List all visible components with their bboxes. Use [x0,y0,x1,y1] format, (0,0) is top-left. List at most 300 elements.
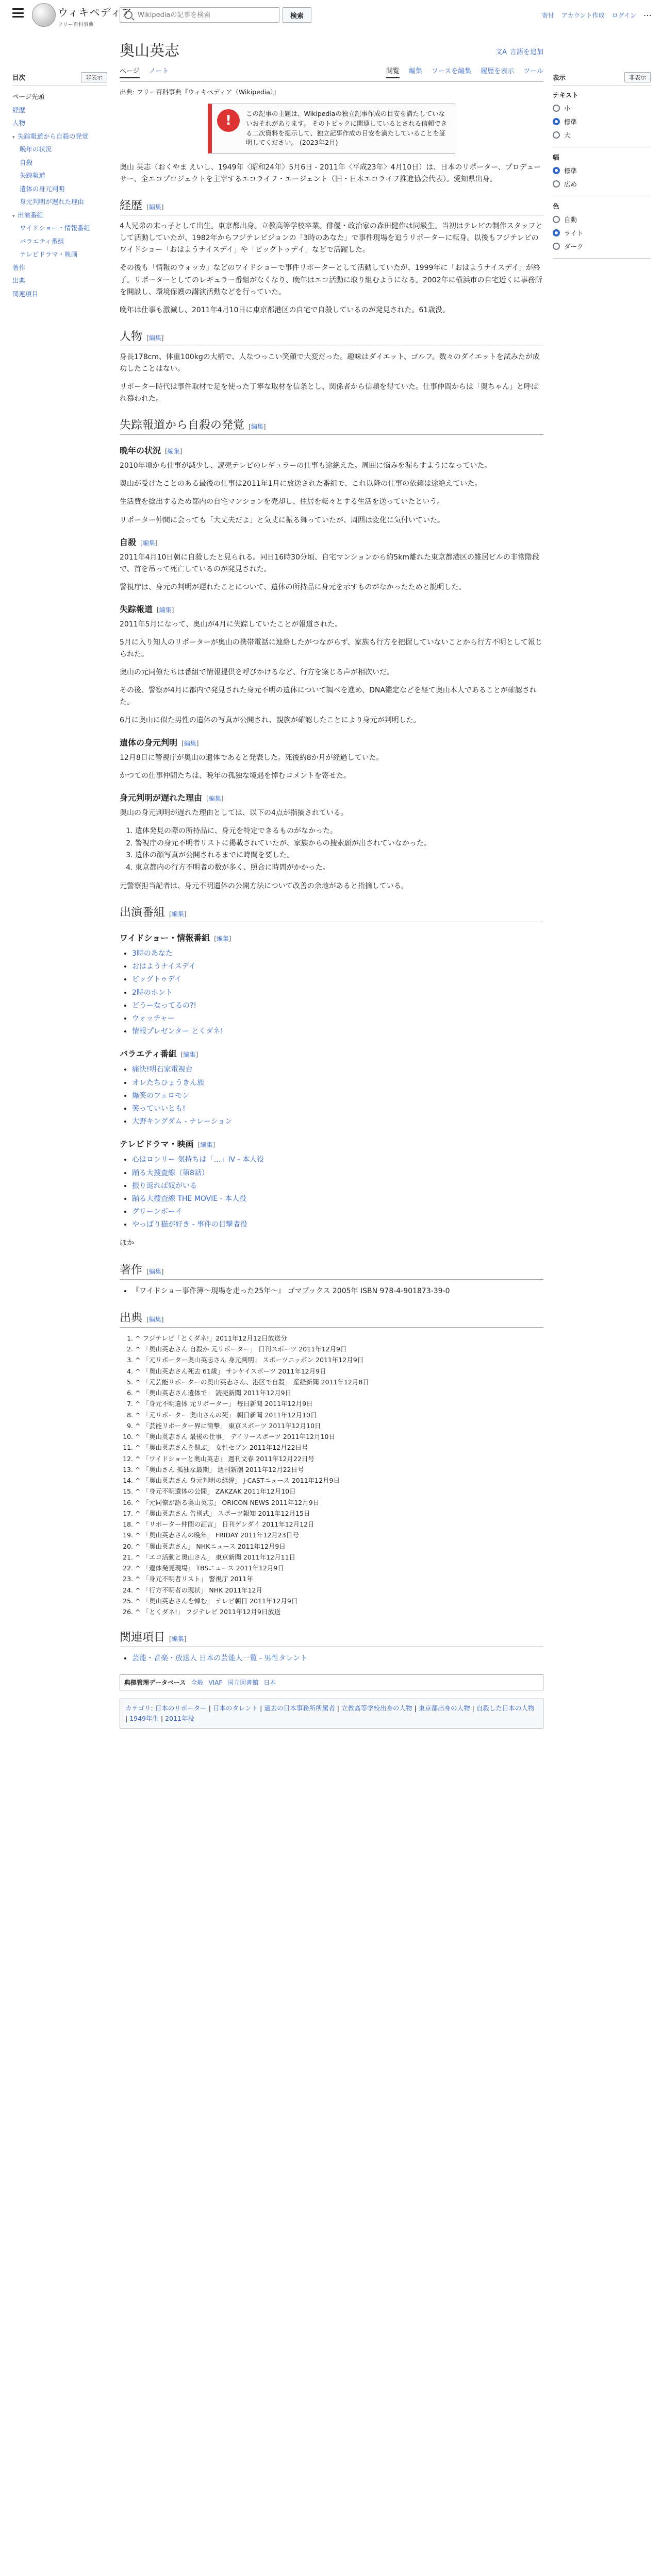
text-size-group [553,90,651,147]
color-light[interactable] [553,228,651,238]
color-dark[interactable] [553,242,651,251]
heading-text: テレビドラマ・映画 [120,1139,194,1149]
reference-item-text: ^ 「奥山英志さん 最後の仕事」 デイリースポーツ 2011年12月10日 [135,1433,335,1440]
toc-item[interactable] [12,222,107,235]
subsection-variety-heading [120,1047,543,1059]
toc-title: 目次 [12,74,26,81]
toc-item[interactable] [12,169,107,182]
edit-section-link[interactable]: [編集] [180,1051,198,1059]
references-list [120,1333,543,1618]
reference-item-text: ^ 「奥山英志さんの晩年」 FRIDAY 2011年12月23日号 [135,1531,299,1539]
show-item-text[interactable]: 痛快!明石家電視台 [132,1065,193,1074]
logo-subtitle: フリー百科事典 [58,22,94,28]
edit-section-link[interactable]: [編集] [146,1267,164,1275]
reference-item-text: ^ 「奥山英志さん遺体で」 読売新聞 2011年12月9日 [135,1389,292,1397]
toc-item[interactable] [12,274,107,287]
toc-header [12,72,107,86]
reference-item-text: ^ 「奥山英志さん 自殺か 元リポーター」 日刊スポーツ 2011年12月9日 [135,1345,347,1353]
reference-item-text: ^ 「エコ活動と奥山さん」 東京新聞 2011年12月11日 [135,1553,296,1561]
from-wikipedia: 出典: フリー百科事典『ウィキペディア（Wikipedia）』 [120,88,280,96]
reference-item-text: ^ 「身元不明遺体 元リポーター」 毎日新聞 2011年12月9日 [135,1400,313,1408]
reference-item-text: ^ 「奥山英志さん 身元判明の経緯」 J-CASTニュース 2011年12月9日 [135,1477,340,1484]
search-icon [124,11,133,19]
categories-label[interactable]: カテゴリ [125,1704,151,1713]
work-item [132,1285,543,1298]
delay-reasons-intro: 奥山の身元判明が遅れた理由としては、以下の4点が指摘されている。 [120,808,348,817]
variety-list [120,1063,543,1128]
edit-label[interactable]: 編集 [148,334,161,342]
show-item [132,1167,543,1180]
toc-item[interactable] [12,182,107,196]
drama-after: ほか [120,1239,134,1248]
edit-section-link[interactable]: [編集] [197,1141,216,1149]
work-item-text: 『ワイドショー事件簿〜現場を走った25年〜』 ゴマブックス 2005年 ISBN 978-4-901873-39-0 [132,1286,450,1295]
section-related-heading [120,1629,543,1647]
drama-list [120,1154,543,1231]
category-links: カテゴリ: 日本のリポーター | 日本のタレント | 過去の日本事務所所属者 | 立教高等学校出身の人物 | 東京都出身の人物 | 自殺した日本の人物 | 1949年生 | 2011年没 [120,1699,543,1728]
tab-edit[interactable]: 編集 [408,67,422,75]
show-item [132,960,543,973]
radio-selected-icon [553,229,560,236]
reference-item [135,1366,543,1377]
paragraph: 12月8日に警視庁が奥山の遺体であると発表した。死後約8か月が経過していた。 [120,753,384,762]
radio-label: 大 [564,131,571,139]
toc-item-label[interactable]: 経歴 [12,106,26,114]
separator: | [412,1704,419,1713]
category-link[interactable]: 1949年生 [129,1715,159,1723]
tab-talk[interactable]: ノート [148,67,169,75]
separator: | [206,1704,213,1713]
reference-item-text: ^ 「奥山さん 孤独な最期」 週刊新潮 2011年12月22日号 [135,1465,304,1473]
toc-item-label[interactable]: ページ先頭 [12,93,45,100]
toc-item[interactable] [12,156,107,170]
reason-item [135,825,543,838]
missing-body [120,619,543,727]
paragraph: 4人兄弟の末っ子として出生。東京都出身。立教高等学校卒業。俳優・政治家の森田健作は同級生。当初はテレビの制作スタッフとして活動していたが、1982年からフジテレビジョンの「3時のあなた」で事件現場を追うリポーターに転身。以後もフジテレビのワイドショー「おはようナイスデイ」や「ビッグトゥデイ」などで活躍した。 [120,222,543,255]
paragraph: 生活費を捻出するため都内の自宅マンションを売却し、住居を転々とする生活を送っていたという。 [120,498,444,506]
edit-label[interactable]: 編集 [208,794,221,802]
reference-item [135,1486,543,1497]
reference-item [135,1530,543,1540]
show-item-text[interactable]: どうーなってるの?! [132,1001,197,1010]
toc-item-label[interactable]: ワイドショー・情報番組 [20,224,90,232]
edit-section-link[interactable]: [編集] [146,204,164,211]
toc-item-label[interactable]: 晩年の状況 [20,145,52,154]
reference-item-text: ^ 「元同僚が語る奥山英志」 ORICON NEWS 2011年12月9日 [135,1498,320,1506]
show-item-text[interactable]: 情報プレゼンター とくダネ! [132,1027,223,1036]
reference-item-text: ^ 「遺体発見現場」 TBSニュース 2011年12月9日 [135,1564,284,1572]
heading-text: 経歴 [120,199,143,213]
radio-selected-icon [553,118,560,125]
show-item [132,1206,543,1218]
separator: | [159,1715,166,1723]
color-title: 色 [553,202,559,210]
reference-item-text: ^ 「元リポーター 奥山さんの死」 朝日新聞 2011年12月10日 [135,1411,317,1419]
section-career-heading [120,197,543,215]
paragraph: 6月に奥山に似た男性の遺体の写真が公開され、親族が確認したことにより身元が判明した。 [120,716,421,725]
show-item-text[interactable]: グリーンボーイ [132,1208,183,1216]
add-language-button[interactable] [495,46,543,56]
edit-section-link[interactable]: [編集] [157,606,174,614]
separator: | [125,1715,130,1723]
donate-link[interactable]: 寄付 [541,12,554,19]
section-person-heading [120,328,543,346]
authority-control [120,1674,543,1690]
reference-item [135,1333,543,1344]
edit-label[interactable]: 編集 [183,1051,196,1059]
text-size-title: テキスト [553,91,578,99]
show-item-text[interactable]: ウォッチャー [132,1014,175,1023]
color-auto[interactable] [553,215,651,224]
toc-item[interactable] [12,209,107,222]
tab-tools[interactable]: ツール [523,67,543,75]
edit-label[interactable]: 編集 [159,606,172,614]
paragraph: 2010年頃から仕事が減少し、読売テレビのレギュラーの仕事も途絶えた。周囲に悩みを漏らすようになっていた。 [120,462,492,470]
authority-link[interactable]: 国立図書館 [227,1679,259,1687]
reference-item [135,1453,543,1464]
reference-item-text: ^ フジテレビ「とくダネ!」2011年12月12日放送分 [135,1334,287,1342]
toc-item-label[interactable]: テレビドラマ・映画 [20,250,78,259]
edit-label[interactable]: 編集 [167,448,180,455]
section-refs-heading [120,1309,543,1328]
appearance-hide-button[interactable]: 非表示 [624,72,651,82]
width-title: 幅 [553,154,559,161]
wikipedia-logo-icon[interactable] [32,3,56,27]
page-title: 奥山英志 [120,42,180,59]
show-item [132,1154,543,1166]
reference-item [135,1377,543,1387]
create-account-link[interactable]: アカウント作成 [561,12,605,19]
edit-label[interactable]: 編集 [148,204,161,211]
reference-item [135,1497,543,1508]
toc-item[interactable] [12,287,107,301]
reference-item [135,1354,543,1365]
tab-history[interactable]: 履歴を表示 [481,67,515,75]
notability-notice [208,104,455,154]
category-link[interactable]: 日本のタレント [212,1704,258,1713]
paragraph: 奥山が受けたことのある最後の仕事は2011年1月に放送された番組で、これ以降の仕事の依頼は途絶えていた。 [120,480,482,488]
category-link[interactable]: 東京都出身の人物 [418,1704,470,1713]
heading-text: 晩年の状況 [120,446,161,456]
category-link[interactable]: 自殺した日本の人物 [476,1704,535,1713]
appearance-header [553,72,651,86]
subsection-drama-heading [120,1138,543,1149]
subsection-identified-heading [120,736,543,748]
show-item [132,1012,543,1025]
chevron-down-icon[interactable]: ▾ [12,134,15,140]
edit-section-link[interactable]: [編集] [146,334,164,342]
show-item-text[interactable]: 振り返れば奴がいる [132,1181,197,1190]
site-header [0,0,662,29]
radio-label: 小 [564,105,571,112]
edit-label[interactable]: 編集 [216,935,229,943]
show-item-text[interactable]: 踊る大捜査線 THE MOVIE - 本人役 [132,1194,247,1203]
toc-list [12,90,107,300]
edit-section-link[interactable]: [編集] [214,935,231,943]
paragraph: 警視庁は、身元の判明が遅れたことについて、遺体の所持品に身元を示すものがなかったためと説明した。 [120,583,466,591]
reason-item [135,862,543,874]
paragraph: かつての仕事仲間たちは、晩年の孤独な境遇を悼むコメントを寄せた。 [120,771,351,780]
edit-label[interactable]: 編集 [171,1635,184,1643]
reference-item-text: ^ 「元芸能リポーターの奥山英志さん、港区で自殺」 産経新聞 2011年12月8日 [135,1378,369,1386]
toc-item-label[interactable]: 身元判明が遅れた理由 [20,198,85,206]
radio-icon [553,243,560,250]
reason-item-text: 警視庁の身元不明者リストに掲載されていたが、家族からの捜索願が出されていなかった。 [135,839,431,848]
toc-item[interactable] [12,130,107,143]
reference-item-text: ^ 「リポーター仲間の証言」 日刊ゲンダイ 2011年12月12日 [135,1520,315,1528]
reference-item [135,1344,543,1354]
separator: | [470,1704,476,1713]
toc-item[interactable] [12,248,107,261]
reference-item [135,1475,543,1486]
radio-icon [553,131,560,139]
edit-section-link[interactable]: [編集] [169,1635,187,1643]
wideshow-list [120,947,543,1038]
toc-item-label[interactable]: 失踪報道 [20,172,46,180]
color-group [553,201,651,259]
toc-item[interactable] [12,261,107,275]
edit-section-link[interactable]: [編集] [146,1315,164,1323]
main-menu-icon[interactable] [12,8,24,18]
reference-item-text: ^ 「奥山英志さんを悼む」 テレビ朝日 2011年12月9日 [135,1597,298,1605]
show-item-text[interactable]: 踊る大捜査線（第8話） [132,1168,209,1177]
more-options-icon[interactable]: ⋯ [643,10,652,20]
reference-item-text: ^ 「奥山英志さんを偲ぶ」 女性セブン 2011年12月22日号 [135,1444,308,1452]
edit-section-link[interactable]: [編集] [140,539,158,547]
tab-article[interactable]: ページ [120,65,140,78]
appearance-panel [553,72,651,264]
edit-label[interactable]: 編集 [200,1141,213,1149]
article-content [120,33,543,1728]
notice-text: この記事の主題は、Wikipediaの独立記事作成の目安を満たしていないおそれがあります。 そのトピックに関連しているとされる信頼できる二次資料を提示して、独立記事作成の目安を満たしていることを証明してください。 (2023年2月) [246,110,447,147]
text-size-standard[interactable] [553,117,651,126]
related-list [120,1652,543,1665]
lead-paragraph: 奥山 英志（おくやま えいし、1949年〈昭和24年〉5月6日 - 2011年〈平成23年〉4月10日）は、日本のリポーター、プロデューサー、全エコプロジェクトを主宰するエコライフ・エージェント（旧・日本エコライフ推進協会代表）。愛知県出身。 [120,163,541,184]
section-disappear-heading [120,416,543,435]
category-link[interactable]: 日本のリポーター [155,1704,207,1713]
reference-item-text: ^ 「奥山英志さん 告別式」 スポーツ報知 2011年12月15日 [135,1509,310,1517]
subsection-missing-heading [120,603,543,615]
heading-text: ワイドショー・情報番組 [120,933,210,943]
heading-text: 出演番組 [120,906,166,920]
reference-item-text: ^ 「とくダネ!」 フジテレビ 2011年12月9日放送 [135,1608,281,1616]
category-link[interactable]: 過去の日本事務所所属者 [264,1704,335,1713]
separator: | [258,1704,264,1713]
related-item [132,1652,543,1665]
paragraph: 5月に入り知人のリポーターが奥山の携帯電話に連絡したがつながらず、家族も行方を把握していないことから行方不明として報じられた。 [120,638,542,659]
toc-item[interactable] [12,104,107,117]
subsection-wideshow-heading [120,931,543,943]
reference-item [135,1563,543,1573]
identified-body [120,752,543,782]
reference-item [135,1552,543,1563]
person-body [120,351,543,405]
authority-link[interactable]: VIAF [208,1679,223,1687]
reason-item-text: 遺体発見の際の所持品に、身元を特定できるものがなかった。 [135,826,337,835]
reference-item [135,1519,543,1530]
show-item [132,999,543,1012]
show-item [132,1193,543,1206]
paragraph: 2011年4月10日朝に自殺したと見られる。同日16時30分頃、自宅マンションから約5km離れた東京都港区の雑居ビルの非常階段で、首を吊って死亡しているのが発見された。 [120,553,539,573]
category-items [125,1704,534,1722]
section-shows-heading [120,904,543,922]
page-tabs [120,65,543,82]
reference-item [135,1431,543,1442]
heading-text: 失踪報道から自殺の発覚 [120,419,245,432]
warning-icon: ! [217,109,240,132]
toc-item-label[interactable]: 関連項目 [12,290,39,298]
search-box[interactable] [120,7,279,23]
toc-item[interactable] [12,90,107,104]
add-language-label: 言語を追加 [509,48,543,56]
show-item-text[interactable]: おはようナイスデイ [132,962,196,971]
toc-item-label[interactable]: 出演番組 [18,211,44,219]
show-item-text[interactable]: やっぱり猫が好き - 事件の目撃者役 [132,1221,247,1229]
toc-hide-button[interactable]: 非表示 [81,72,107,82]
heading-text: バラエティ番組 [120,1049,177,1059]
show-item [132,1103,543,1115]
toc-item[interactable] [12,116,107,130]
edit-section-link[interactable]: [編集] [181,739,199,747]
show-item [132,1077,543,1090]
edit-label[interactable]: 編集 [184,739,196,747]
paragraph: 奥山の元同僚たちは番組で情報提供を呼びかけるなど、行方を案じる声が相次いだ。 [120,668,394,677]
separator: | [335,1704,341,1713]
show-item [132,1115,543,1128]
show-item-text[interactable]: 3時のあなた [132,950,173,958]
toc-item-label[interactable]: 出典 [12,277,26,285]
toc-item-label[interactable]: 著作 [12,263,26,272]
reference-item [135,1420,543,1431]
radio-label: 自動 [564,216,577,224]
reference-item-text: ^ 「身元不明者リスト」 警視庁 2011年 [135,1575,253,1583]
radio-selected-icon [553,167,560,174]
reason-item [135,850,543,862]
heading-text: 身元判明が遅れた理由 [120,792,203,803]
authority-link[interactable]: 日本 [263,1679,276,1687]
heading-text: 遺体の身元判明 [120,737,178,748]
edit-label[interactable]: 編集 [251,423,263,431]
paragraph: その後、警察が4月に都内で発見された身元不明の遺体について調べを進め、DNA鑑定などを経て奥山本人であることが確認された。 [120,686,537,707]
edit-label[interactable]: 編集 [148,1315,161,1323]
show-item [132,1090,543,1103]
show-item [132,947,543,960]
radio-label: 広め [564,180,577,188]
reference-item [135,1606,543,1617]
text-size-small[interactable] [553,104,651,113]
search-input[interactable] [137,11,257,20]
authority-link[interactable]: 全般 [191,1679,204,1687]
paragraph: リポーター仲間に会っても「大丈夫だよ」と気丈に振る舞っていたが、周囲は変化に気付いていた。 [120,516,444,524]
show-item [132,1180,543,1193]
paragraph: リポーター時代は事件取材で足を使った丁寧な取材を信条とし、関係者から信頼を得ていた。仕事仲間からは「奥ちゃん」と呼ばれ慕われた。 [120,383,538,403]
text-size-large[interactable] [553,130,651,140]
toc-item-label[interactable]: 人物 [12,119,26,127]
related-item-text[interactable]: 芸能・音楽・放送人 日本の芸能人一覧 - 男性タレント [132,1654,308,1663]
paragraph: 晩年は仕事も激減し、2011年4月10日に東京都港区の自宅で自殺しているのが発見された。61歳没。 [120,306,450,314]
reference-item [135,1508,543,1519]
subsection-late-years-heading [120,444,543,456]
reference-item-text: ^ 「芸能リポーター界に衝撃」 東京スポーツ 2011年12月10日 [135,1421,321,1430]
chevron-down-icon[interactable]: ▾ [12,213,15,219]
reference-item-text: ^ 「元リポーター奥山英志さん 身元判明」 スポーツニッポン 2011年12月9日 [135,1356,364,1364]
show-item-text[interactable]: 笑っていいとも! [132,1104,186,1113]
authority-items [191,1678,281,1687]
toc-item-label[interactable]: 失踪報道から自殺の発覚 [18,132,89,140]
toc-item-label[interactable]: 自殺 [20,158,33,166]
width-group [553,152,651,196]
logo-title: ウィキペディア [58,6,133,19]
edit-label[interactable]: 編集 [171,910,184,918]
reference-item [135,1464,543,1475]
reference-item [135,1387,543,1398]
heading-text: 人物 [120,330,143,343]
career-body [120,221,543,316]
reference-item [135,1573,543,1584]
radio-icon [553,105,560,112]
tab-read[interactable]: 閲覧 [386,65,400,78]
delay-reasons-list [120,825,543,874]
toc-item-label[interactable]: バラエティ番組 [20,237,64,245]
toc-item[interactable] [12,143,107,156]
show-item [132,987,543,999]
delay-reasons-after: 元警察担当記者は、身元不明遺体の公開方法について改善の余地があると指摘している。 [120,882,408,890]
toc-item-label[interactable]: 遺体の身元判明 [20,184,65,193]
search-button[interactable]: 検索 [283,7,311,23]
reference-item [135,1541,543,1552]
edit-label[interactable]: 編集 [142,539,155,547]
language-icon: 文A [495,48,507,56]
radio-label: ダーク [564,243,584,250]
show-item-text[interactable]: 2時のホント [132,988,173,997]
show-item-text[interactable]: ビッグトゥデイ [132,975,182,984]
show-item [132,1218,543,1231]
table-of-contents [12,72,107,300]
show-item [132,973,543,986]
category-link[interactable]: 立教高等学校出身の人物 [341,1704,412,1713]
show-item [132,1025,543,1038]
edit-section-link[interactable]: [編集] [169,910,187,918]
width-standard[interactable] [553,166,651,175]
edit-section-link[interactable]: [編集] [206,794,224,802]
suicide-body [120,552,543,594]
show-item-text[interactable]: 心はロンリー 気持ちは「…」IV - 本人役 [132,1156,264,1164]
show-item-text[interactable]: 大野キングダム - ナレーション [132,1117,233,1126]
appearance-title: 表示 [553,74,566,81]
edit-label[interactable]: 編集 [148,1267,161,1275]
edit-section-link[interactable]: [編集] [249,423,266,431]
heading-text: 関連項目 [120,1631,166,1645]
category-link[interactable]: 2011年没 [165,1715,194,1723]
toc-item[interactable] [12,235,107,248]
paragraph: その後も「情報のウォッカ」などのワイドショーで事件リポーターとして活動していたが、1999年に「おはようナイスデイ」が終了。リポーターとしてのレギュラー番組がなくなり、晩年はエコ活動に取り組むようになる。2002年に横浜市の自宅近くに事務所を開設し、環境保護の講演活動などを行っていた。 [120,264,542,296]
reason-item-text: 遺体の顔写真が公開されるまでに時間を要した。 [135,851,294,860]
login-link[interactable]: ログイン [611,12,636,19]
tab-edit-source[interactable]: ソースを編集 [431,67,472,75]
radio-label: 標準 [564,118,577,126]
show-item-text[interactable]: オレたちひょうきん族 [132,1078,204,1087]
user-links [542,10,652,20]
reference-item-text: ^ 「身元不明遺体の公開」 ZAKZAK 2011年12月10日 [135,1487,296,1496]
toc-item[interactable] [12,195,107,209]
show-item-text[interactable]: 爆笑のフェロモン [132,1091,190,1100]
width-wide[interactable] [553,179,651,189]
reference-item [135,1585,543,1596]
reference-item [135,1442,543,1453]
edit-section-link[interactable]: [編集] [165,448,183,455]
late-years-body [120,460,543,526]
show-item [132,1063,543,1076]
